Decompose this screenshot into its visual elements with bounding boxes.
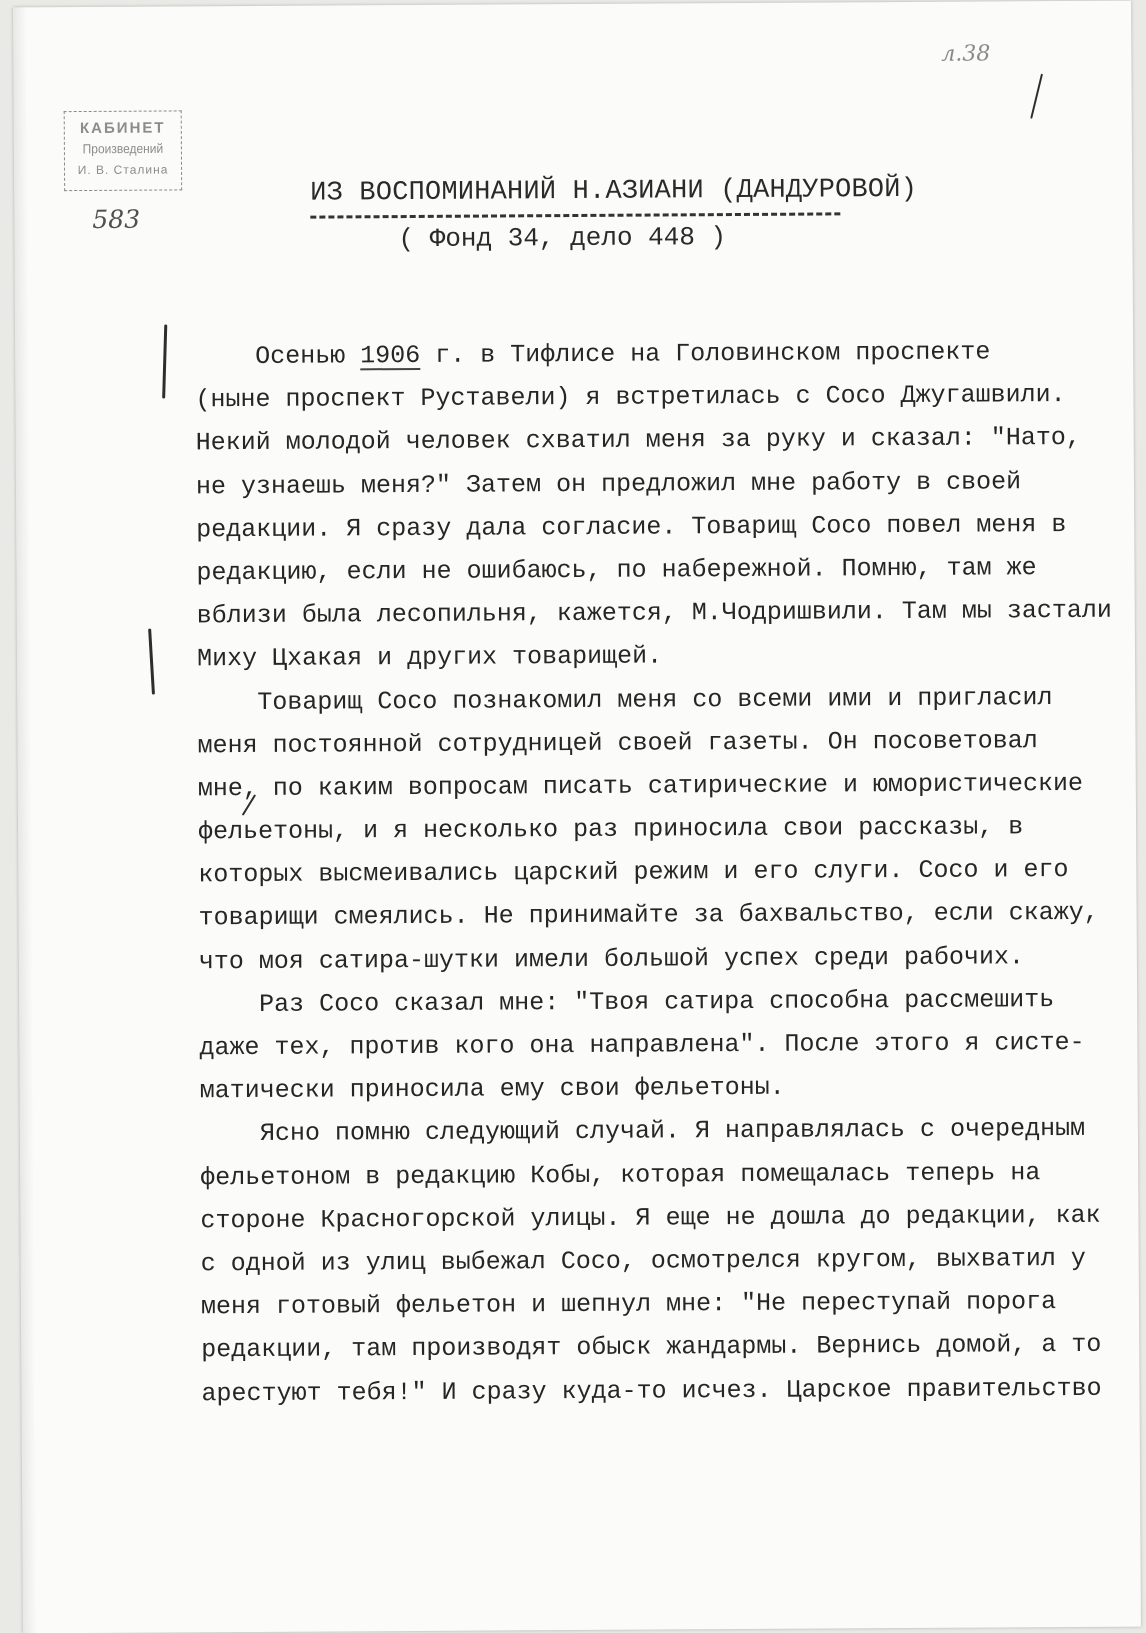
text-line: фельетоны, и я несколько раз приносила свои рассказы, в	[197, 812, 1024, 847]
document-title: ИЗ ВОСПОМИНАНИЙ Н.АЗИАНИ (ДАНДУРОВОЙ)	[310, 174, 918, 209]
document-source: ( Фонд 34, дело 448 )	[398, 222, 727, 255]
text-line: с одной из улиц выбежал Сосо, осмотрелся кругом, выхватил у	[200, 1243, 1086, 1279]
handwritten-archive-number: 583	[92, 204, 141, 234]
text-line: что моя сатира-шутки имели большой успех среди рабочих.	[198, 941, 1025, 976]
margin-bracket-1	[162, 324, 167, 398]
margin-bracket-2	[148, 629, 155, 695]
text-line: фельетоном в редакцию Кобы, которая помещалась теперь на	[200, 1157, 1041, 1192]
archive-stamp	[64, 110, 182, 191]
text-line: вблизи была лесопильня, кажется, М.Чодришвили. Там мы застали	[196, 595, 1112, 631]
margin-mark-top-right	[1030, 74, 1043, 119]
text-line: которых высмеивались царский режим и его слуги. Сосо и его	[198, 855, 1069, 890]
title-dashed-rule	[310, 212, 840, 218]
text-line: редакции, там производят обыск жандармы. Вернись домой, а то	[201, 1330, 1102, 1365]
text-line: стороне Красногорской улицы. Я еще не дошла до редакции, как	[200, 1200, 1101, 1236]
stamp-line-3: И. В. Сталина	[77, 162, 169, 178]
text-line: товарищи смеялись. Не принимайте за бахвальство, если скажу,	[198, 898, 1099, 933]
text-line: меня готовый фельетон и шепнул мне: "Не переступай порога	[200, 1287, 1057, 1322]
underlined-date: 1906	[360, 340, 421, 371]
text-line: не узнаешь меня?" Затем он предложил мне работу в своей	[195, 466, 1022, 501]
text-line: Ясно помню следующий случай. Я направлялась с очередным	[259, 1114, 1086, 1149]
text-line: арестуют тебя!" И сразу куда-то исчез. Царское правительство	[201, 1373, 1102, 1408]
text-line: даже тех, против кого она направлена". После этого я систе-	[199, 1027, 1085, 1063]
text-line: Раз Сосо сказал мне: "Твоя сатира способна рассмешить	[259, 984, 1055, 1019]
text-line: меня постоянной сотрудницей своей газеты. Он посоветовал	[197, 725, 1038, 761]
text-line: Товарищ Сосо познакомил меня со всеми ими и пригласил	[257, 682, 1053, 717]
text-line: Некий молодой человек схватил меня за руку и сказал: "Нато,	[195, 423, 1081, 458]
document-header	[310, 175, 917, 255]
text-line: (ныне проспект Руставели) я встретилась с Сосо Джугашвили.	[195, 380, 1066, 415]
document-page	[13, 1, 1141, 1633]
text-line: редакции. Я сразу дала согласие. Товарищ Сосо повел меня в	[196, 509, 1067, 545]
text-line: редакцию, если не ошибаюсь, по набережной. Помню, там же	[196, 553, 1037, 588]
text-line: матически приносила ему свои фельетоны.	[199, 1072, 785, 1106]
text-line: Миху Цхакая и других товарищей.	[196, 641, 663, 674]
text-line: мне, по каким вопросам писать сатирические и юмористические	[197, 768, 1084, 804]
stamp-line-1: КАБИНЕТ	[79, 119, 166, 138]
document-body	[195, 330, 1112, 1415]
stamp-line-2: Произведений	[82, 140, 164, 157]
text-line: Осенью 1906 г. в Тифлисе на Головинском проспекте	[255, 337, 991, 371]
handwritten-page-number: л.38	[941, 41, 991, 67]
